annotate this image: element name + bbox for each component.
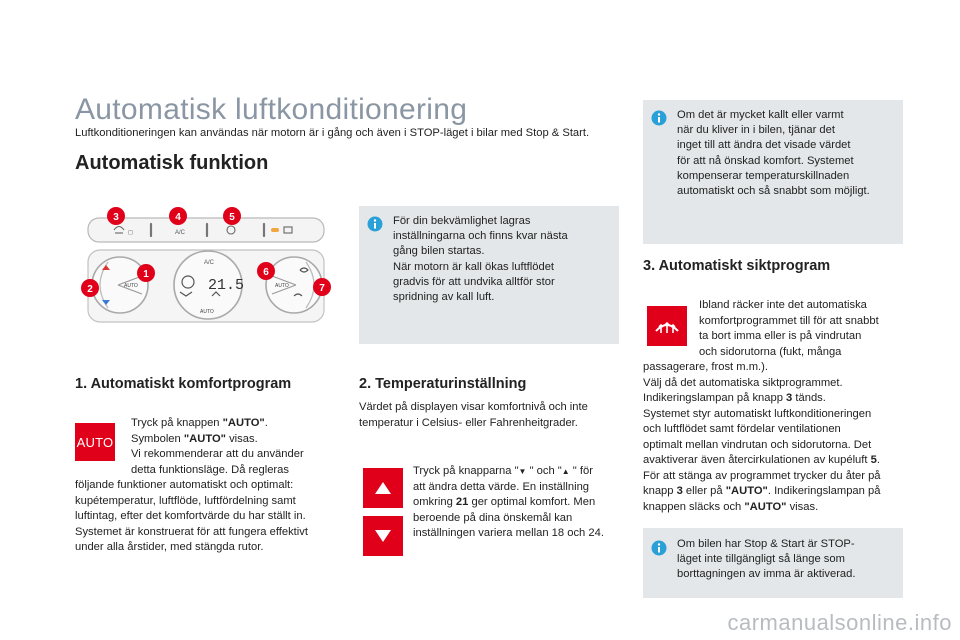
info-icon [651,110,667,126]
comfort-program-text-rest: följande funktioner automatiskt och optimalt: kupétemperatur, luftflöde, luftfördelning samt luftintag, efter det komfortvärde du har ställt in. Systemet är konstruerat för att fungera effektivt under alla årstider, med stängda rutor. [75,479,308,553]
ac-label: A/C [175,230,186,236]
windscreen-defrost-icon [654,315,680,337]
svg-text:1: 1 [143,269,149,280]
callout-4 [169,207,187,225]
svg-text:AUTO: AUTO [200,309,214,315]
svg-text:3: 3 [113,212,119,223]
auto-label-left: AUTO [124,283,138,289]
info-box-stop-start: Om bilen har Stop & Start är STOP- läget inte tillgängligt så länge som borttagningen av imma är aktiverad. [643,528,903,598]
svg-text:AUTO: AUTO [275,283,289,289]
info-box-settings-memory: För din bekvämlighet lagras inställningarna och finns kvar nästa gång bilen startas. När motorn är kall ökas luftflödet gradvis för att undvika alltför stor spridning av kall luft. [359,206,619,344]
svg-text:4: 4 [175,212,181,223]
temperature-intro-text: Värdet på displayen visar komfortnivå och inte temperatur i Celsius- eller Fahrenheitgrader. [359,401,588,429]
info-box-temperature-compensation: Om det är mycket kallt eller varmt när du kliver in i bilen, tjänar det inget till att ändra det visade värdet för att nå önskad komfort. Systemet kompenserar temperaturskillnaden automatiskt och så snabbt som möjligt. [643,100,903,244]
temp-up-button-icon [363,468,403,508]
temperature-text: Tryck på knapparna "▼ " och "▲ " för att ändra detta värde. En inställning omkring 21 ger optimal komfort. Men beroende på dina önskemål kan inställningen variera mellan 18 och 24. [413,465,604,539]
svg-text:◻: ◻ [128,230,133,236]
page-subtitle: Luftkonditioneringen kan användas när motorn är i gång och även i STOP-läget i bilar med Stop & Start. [75,127,590,139]
callout-7 [313,278,331,296]
defrost-button-icon [647,306,687,346]
display-temperature: 21.5 [208,277,245,294]
heading-visibility-program: 3. Automatiskt siktprogram [643,258,831,274]
info-icon [367,216,383,232]
triangle-down-icon [375,530,391,542]
climate-panel-illustration [80,196,336,324]
visibility-text-rest: passagerare, frost m.m.). Välj då det automatiska siktprogrammet. Indikeringslampan på knapp 3 tänds. Systemet styr automatiskt luftkonditioneringen och luftflödet samt fördelar ventilationen optimalt mellan vindrutan och sidorutorna. Det avaktiverar även återcirkulationen av kupéluft 5. För att stänga av programmet trycker du åter på knapp 3 eller på "AUTO". Indikeringslampan på knappen släcks och "AUTO" visas. [643,361,881,513]
callout-5 [223,207,241,225]
comfort-program-text-top: Tryck på knappen "AUTO". Symbolen "AUTO" visas. Vi rekommenderar att du använder detta funktionsläge. Då regleras [131,417,304,476]
watermark: carmanualsonline.info [727,610,952,635]
svg-text:6: 6 [263,267,269,278]
triangle-up-icon [375,482,391,494]
callout-2 [81,279,99,297]
svg-text:2: 2 [87,284,93,295]
svg-text:A/C: A/C [204,260,215,266]
heading-comfort-program: 1. Automatiskt komfortprogram [75,376,292,392]
callout-1 [137,264,155,282]
visibility-text-top: Ibland räcker inte det automatiska komfortprogrammet till för att snabbt ta bort imma eller is på vindrutan och sidorutorna (fukt, många [699,299,879,358]
heading-temperature-setting: 2. Temperaturinställning [359,376,527,392]
auto-button-icon: AUTO [75,423,115,461]
section-title: Automatisk funktion [75,152,269,174]
temp-down-button-icon [363,516,403,556]
svg-text:7: 7 [319,283,325,294]
page-title: Automatisk luftkonditionering [75,93,468,126]
svg-text:5: 5 [229,212,235,223]
callout-3 [107,207,125,225]
info-icon [651,540,667,556]
callout-6 [257,262,275,280]
